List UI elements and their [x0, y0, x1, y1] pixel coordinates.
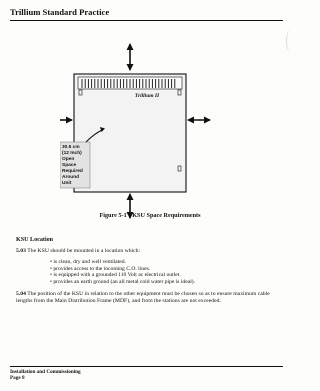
paragraph-number: 5.04 [16, 291, 26, 297]
clearance-note-line-2: (12 Inch) [62, 151, 82, 156]
clearance-arrow-left [60, 117, 73, 124]
paragraph-5-04 [16, 291, 278, 305]
clearance-note-line-1: 30.5 cm [62, 145, 80, 150]
footer-section-title: Installation and Commissioning [10, 369, 81, 375]
clearance-arrow-right [187, 117, 211, 124]
list-item: • provides an earth ground (an all metal cold water pipe is ideal). [50, 278, 196, 285]
ksu-cabinet [74, 74, 186, 192]
ksu-diagram [60, 42, 250, 237]
footer-rule [10, 366, 283, 367]
clearance-note-line-3: Open [62, 157, 75, 162]
figure-title: KSU Space Requirements [132, 212, 201, 219]
page-footer [10, 369, 81, 381]
list-item: • provides access to the incoming C.O. lines. [50, 265, 151, 272]
clearance-note-line-5: Required [62, 169, 83, 174]
page-edge-mark [286, 30, 295, 52]
trillium-logo: Trillium II [134, 93, 160, 99]
header-rule [10, 20, 283, 21]
ksu-figure [60, 42, 250, 237]
page-number: Page 8 [10, 375, 25, 382]
page-header-title: Trillium Standard Practice [10, 7, 110, 17]
list-item: • is clean, dry and well ventilated. [50, 259, 126, 265]
figure-caption [0, 212, 300, 219]
clearance-arrow-top [127, 43, 134, 71]
paragraph-text: The position of the KSU in relation to the other equipment must be chosen so as to ensure maximum cable lengths from the Main Distribution Frame (MDF), and from the stations are not exceeded. [16, 291, 270, 305]
figure-number: Figure 5-1 [99, 212, 127, 219]
paragraph-text: The KSU should be mounted in a location which: [27, 248, 141, 254]
paragraph-number: 5.03 [16, 248, 26, 254]
list-item: • is equipped with a grounded 110 Volt ac electrical outlet. [50, 272, 181, 279]
clearance-note-line-4: Space [62, 163, 77, 168]
paragraph-5-03 [16, 248, 278, 255]
clearance-note-line-7: Unit [62, 181, 72, 186]
section-heading: KSU Location [16, 237, 54, 243]
location-requirements-list [50, 259, 270, 285]
clearance-note-line-6: Around [62, 175, 80, 180]
